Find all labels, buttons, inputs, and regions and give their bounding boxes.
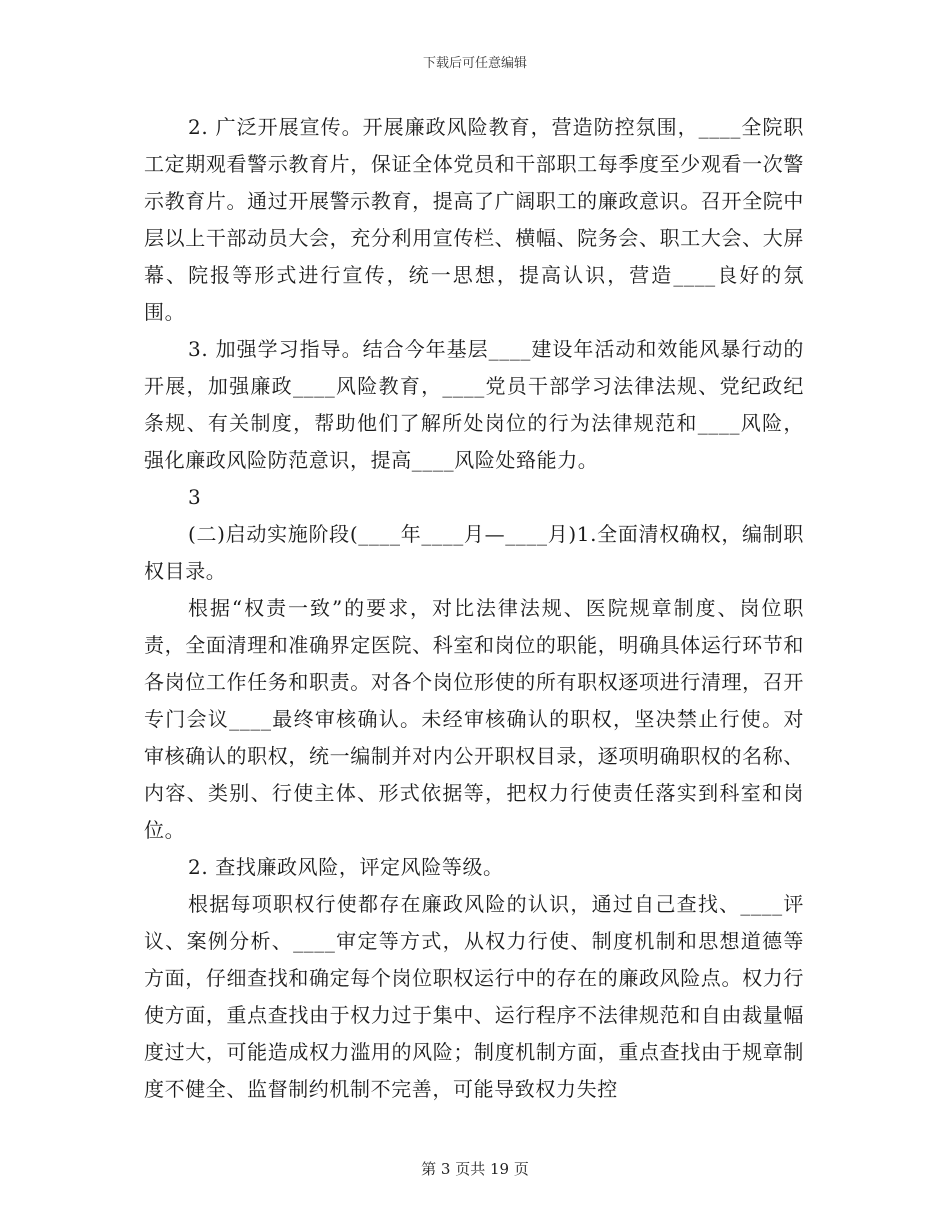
page-header: 下载后可任意编辑: [422, 56, 527, 71]
source-page-number: 3: [188, 485, 201, 509]
paragraph-rights-responsibilities: 根据“权责一致”的要求，对比法律法规、医院规章制度、岗位职责，全面清理和准确界定医院、科室和岗位的职能，明确具体运行环节和各岗位工作任务和职责。对各个岗位形使的所有职权逐项进行清理，召开专门会议____最终审核确认。未经审核确认的职权，坚决禁止行使。对审核确认的职权，统一编制并对内公开职权目录，逐项明确职权的名称、内容、类别、行使主体、形式依据等，把权力行使责任落实到科室和岗位。: [144, 596, 804, 842]
paragraph-publicity: 2. 广泛开展宣传。开展廉政风险教育，营造防控氛围，____全院职工定期观看警示教育片，保证全体党员和干部职工每季度至少观看一次警示教育片。通过开展警示教育，提高了广阔职工的廉政意识。召开全院中层以上干部动员大会，充分利用宣传栏、横幅、院务会、职工大会、大屏幕、院报等形式进行宣传，统一思想，提高认识，营造____良好的氛围。: [144, 115, 804, 324]
paragraph-study-guidance: 3. 加强学习指导。结合今年基层____建设年活动和效能风暴行动的开展，加强廉政____风险教育，____党员干部学习法律法规、党纪政纪条规、有关制度，帮助他们了解所处岗位的行为法律规范和____风险，强化廉政风险防范意识，提高____风险处臵能力。: [144, 337, 804, 472]
paragraph-risk-heading: 2. 查找廉政风险，评定风险等级。: [188, 855, 504, 879]
document-body: [144, 109, 804, 1108]
paragraph-risk-identification: 根据每项职权行使都存在廉政风险的认识，通过自己查找、____评议、案例分析、____审定等方式，从权力行使、制度机制和思想道德等方面，仔细查找和确定每个岗位职权运行中的存在的廉政风险点。权力行使方面，重点查找由于权力过于集中、运行程序不法律规范和自由裁量幅度过大，可能造成权力滥用的风险；制度机制方面，重点查找由于规章制度不健全、监督制约机制不完善，可能导致权力失控: [144, 892, 804, 1101]
page-footer: 第 3 页共 19 页: [421, 1160, 529, 1178]
paragraph-implementation-stage: (二)启动实施阶段(____年____月—____月)1.全面清权确权，编制职权目录。: [144, 522, 804, 583]
